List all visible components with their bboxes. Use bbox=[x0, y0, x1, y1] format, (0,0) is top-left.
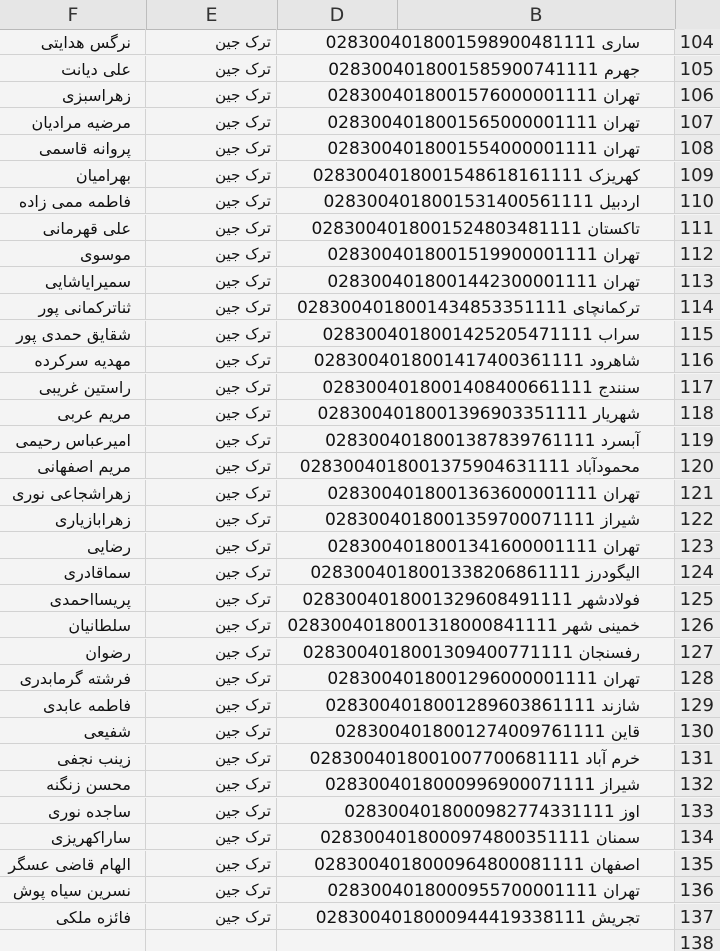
table-row bbox=[0, 904, 720, 931]
city-value: قاین bbox=[610, 722, 640, 741]
e-cell[interactable]: ترک جین bbox=[146, 294, 277, 320]
row-number[interactable]: 104 bbox=[675, 29, 720, 55]
row-number[interactable]: 126 bbox=[675, 612, 720, 638]
row-number[interactable]: 110 bbox=[675, 188, 720, 214]
e-cell[interactable]: ترک جین bbox=[146, 771, 277, 797]
row-number[interactable]: 127 bbox=[675, 639, 720, 665]
code-city-cell[interactable] bbox=[277, 82, 675, 108]
code-city-cell[interactable] bbox=[277, 533, 675, 559]
code-value: 0283004018001548618161111 bbox=[312, 165, 584, 186]
code-value: 0283004018001585900741111 bbox=[328, 59, 599, 80]
code-city-cell[interactable] bbox=[277, 241, 675, 267]
code-value: 0283004018001375904631111 bbox=[299, 457, 571, 477]
table-row bbox=[0, 109, 720, 136]
row-number[interactable]: 137 bbox=[675, 904, 720, 930]
code-value: 0283004018001598900481111 bbox=[325, 33, 597, 53]
city-value: فولادشهر bbox=[578, 589, 640, 609]
table-row bbox=[0, 745, 720, 772]
name-cell[interactable]: راستین غریبی bbox=[0, 374, 146, 400]
code-city-cell[interactable] bbox=[277, 930, 675, 951]
row-number[interactable]: 111 bbox=[675, 215, 720, 241]
row-number[interactable]: 132 bbox=[675, 771, 720, 797]
name-cell[interactable]: پریسااحمدی bbox=[0, 586, 146, 612]
code-city-cell[interactable] bbox=[277, 453, 675, 479]
name-cell[interactable]: فرشته گرمابدری bbox=[0, 665, 146, 691]
column-header-bar bbox=[0, 0, 720, 30]
table-row bbox=[0, 268, 720, 295]
code-value: 0283004018001309400771111 bbox=[302, 642, 574, 663]
table-row bbox=[0, 480, 720, 507]
row-number[interactable]: 115 bbox=[675, 321, 720, 347]
table-row bbox=[0, 400, 720, 427]
table-row bbox=[0, 612, 720, 639]
code-value: 0283004018001338206861111 bbox=[310, 563, 581, 583]
code-city-cell[interactable] bbox=[277, 188, 675, 214]
e-cell[interactable]: ترک جین bbox=[146, 82, 277, 108]
code-value: 0283004018001318000841111 bbox=[287, 616, 558, 636]
code-value: 0283004018000982774331111 bbox=[344, 801, 615, 822]
name-cell[interactable]: محسن زنگنه bbox=[0, 771, 146, 797]
row-number[interactable]: 112 bbox=[675, 241, 720, 267]
code-city-cell[interactable] bbox=[277, 824, 675, 850]
e-cell[interactable]: ترک جین bbox=[146, 400, 277, 426]
name-cell[interactable]: امیرعباس رحیمی bbox=[0, 427, 146, 453]
code-city-cell[interactable] bbox=[277, 798, 675, 824]
city-value: ساری bbox=[601, 33, 640, 52]
code-value: 0283004018001524803481111 bbox=[311, 218, 582, 239]
name-cell[interactable] bbox=[0, 930, 146, 951]
row-number[interactable]: 106 bbox=[675, 82, 720, 108]
code-city-cell[interactable] bbox=[277, 718, 675, 744]
row-number[interactable]: 129 bbox=[675, 692, 720, 718]
table-row bbox=[0, 321, 720, 348]
city-value: تهران bbox=[603, 86, 640, 105]
table-row bbox=[0, 586, 720, 613]
code-value: 0283004018001274009761111 bbox=[335, 722, 606, 742]
city-value: رفسنجان bbox=[578, 642, 640, 662]
row-number[interactable]: 108 bbox=[675, 135, 720, 161]
code-value: 0283004018001341600001111 bbox=[327, 536, 598, 557]
name-cell[interactable]: مریم عربی bbox=[0, 400, 146, 426]
e-cell[interactable]: ترک جین bbox=[146, 188, 277, 214]
name-cell[interactable]: زهراشجاعی نوری bbox=[0, 480, 146, 506]
name-cell[interactable]: زهرابازیاری bbox=[0, 506, 146, 532]
table-row bbox=[0, 718, 720, 745]
row-number[interactable]: 138 bbox=[675, 930, 720, 951]
code-city-cell[interactable] bbox=[277, 56, 675, 82]
table-row bbox=[0, 506, 720, 533]
name-cell[interactable]: شفیعی bbox=[0, 718, 146, 744]
e-cell[interactable]: ترک جین bbox=[146, 480, 277, 506]
name-cell[interactable]: نرگس هدایتی bbox=[0, 29, 146, 55]
row-number[interactable]: 134 bbox=[675, 824, 720, 850]
e-cell[interactable]: ترک جین bbox=[146, 56, 277, 82]
city-value: تهران bbox=[603, 112, 640, 132]
e-cell[interactable]: ترک جین bbox=[146, 374, 277, 400]
code-value: 0283004018000996900071111 bbox=[324, 775, 596, 795]
row-number[interactable]: 119 bbox=[675, 427, 720, 453]
code-value: 0283004018001007700681111 bbox=[309, 748, 580, 769]
e-cell[interactable]: ترک جین bbox=[146, 109, 277, 135]
city-value: کهریزک bbox=[588, 165, 640, 185]
name-cell[interactable]: فائزه ملکی bbox=[0, 904, 146, 930]
code-value: 0283004018001576000001111 bbox=[327, 86, 598, 106]
code-city-cell[interactable] bbox=[277, 851, 675, 877]
name-cell[interactable]: سلطانیان bbox=[0, 612, 146, 638]
e-cell[interactable]: ترک جین bbox=[146, 559, 277, 585]
column-header-d[interactable]: D bbox=[277, 0, 398, 29]
city-value: ترکمانچای bbox=[572, 298, 640, 317]
table-row bbox=[0, 135, 720, 162]
name-cell[interactable]: ساجده نوری bbox=[0, 798, 146, 824]
code-value: 0283004018000964800081111 bbox=[314, 854, 585, 875]
code-value: 0283004018001289603861111 bbox=[325, 695, 596, 716]
table-row bbox=[0, 347, 720, 374]
row-number[interactable]: 122 bbox=[675, 506, 720, 532]
code-value: 0283004018001296000001111 bbox=[327, 669, 598, 689]
code-city-cell[interactable] bbox=[277, 559, 675, 585]
e-cell[interactable]: ترک جین bbox=[146, 877, 277, 903]
table-row bbox=[0, 215, 720, 242]
e-cell[interactable]: ترک جین bbox=[146, 321, 277, 347]
row-number[interactable]: 121 bbox=[675, 480, 720, 506]
row-number[interactable]: 109 bbox=[675, 162, 720, 188]
e-cell[interactable]: ترک جین bbox=[146, 162, 277, 188]
code-city-cell[interactable] bbox=[277, 639, 675, 665]
city-value: تجریش bbox=[591, 907, 640, 927]
city-value: اردبیل bbox=[599, 192, 640, 211]
e-cell[interactable]: ترک جین bbox=[146, 904, 277, 930]
code-value: 0283004018001554000001111 bbox=[327, 139, 598, 159]
e-cell[interactable]: ترک جین bbox=[146, 268, 277, 294]
e-cell[interactable]: ترک جین bbox=[146, 824, 277, 850]
e-cell[interactable]: ترک جین bbox=[146, 612, 277, 638]
row-number[interactable]: 124 bbox=[675, 559, 720, 585]
e-cell[interactable]: ترک جین bbox=[146, 798, 277, 824]
name-cell[interactable]: بهرامیان bbox=[0, 162, 146, 188]
e-cell[interactable]: ترک جین bbox=[146, 427, 277, 453]
name-cell[interactable]: رضوان bbox=[0, 639, 146, 665]
name-cell[interactable]: موسوی bbox=[0, 241, 146, 267]
corner-header bbox=[675, 0, 720, 29]
e-cell[interactable]: ترک جین bbox=[146, 533, 277, 559]
city-value: اوز bbox=[620, 801, 640, 821]
column-header-b[interactable]: B bbox=[397, 0, 676, 29]
code-value: 0283004018001417400361111 bbox=[313, 351, 585, 371]
city-value: محمودآباد bbox=[575, 457, 640, 476]
code-city-cell[interactable] bbox=[277, 692, 675, 718]
code-city-cell[interactable] bbox=[277, 665, 675, 691]
name-cell[interactable]: ساراکهریزی bbox=[0, 824, 146, 850]
city-value: تهران bbox=[603, 881, 640, 900]
code-city-cell[interactable] bbox=[277, 268, 675, 294]
e-cell[interactable]: ترک جین bbox=[146, 692, 277, 718]
row-number[interactable]: 135 bbox=[675, 851, 720, 877]
code-value: 0283004018001408400661111 bbox=[322, 377, 593, 398]
row-number[interactable]: 130 bbox=[675, 718, 720, 744]
table-row bbox=[0, 824, 720, 851]
e-cell[interactable]: ترک جین bbox=[146, 586, 277, 612]
city-value: تهران bbox=[603, 245, 640, 264]
row-number[interactable]: 117 bbox=[675, 374, 720, 400]
code-city-cell[interactable] bbox=[277, 612, 675, 638]
row-number[interactable]: 131 bbox=[675, 745, 720, 771]
row-number[interactable]: 116 bbox=[675, 347, 720, 373]
code-city-cell[interactable] bbox=[277, 135, 675, 161]
city-value: تهران bbox=[603, 271, 640, 291]
code-value: 0283004018001519900001111 bbox=[327, 245, 598, 265]
city-value: آبسرد bbox=[600, 430, 640, 450]
row-number[interactable]: 136 bbox=[675, 877, 720, 903]
code-city-cell[interactable] bbox=[277, 877, 675, 903]
code-city-cell[interactable] bbox=[277, 427, 675, 453]
name-cell[interactable]: پروانه قاسمی bbox=[0, 135, 146, 161]
table-row bbox=[0, 29, 720, 56]
code-value: 0283004018001396903351111 bbox=[317, 404, 588, 424]
table-row bbox=[0, 162, 720, 189]
table-row bbox=[0, 427, 720, 454]
table-row bbox=[0, 533, 720, 560]
name-cell[interactable]: الهام قاضی عسگر bbox=[0, 851, 146, 877]
e-cell[interactable]: ترک جین bbox=[146, 135, 277, 161]
table-row bbox=[0, 56, 720, 83]
code-value: 0283004018001363600001111 bbox=[327, 483, 598, 504]
city-value: تاکستان bbox=[587, 218, 640, 238]
city-value: سنندج bbox=[598, 377, 640, 397]
table-row bbox=[0, 82, 720, 109]
e-cell[interactable]: ترک جین bbox=[146, 215, 277, 241]
table-row bbox=[0, 639, 720, 666]
name-cell[interactable]: مهدیه سرکرده bbox=[0, 347, 146, 373]
row-number[interactable]: 113 bbox=[675, 268, 720, 294]
table-row bbox=[0, 851, 720, 878]
table-row bbox=[0, 294, 720, 321]
code-value: 0283004018000974800351111 bbox=[320, 828, 591, 848]
name-cell[interactable]: زهراسبزی bbox=[0, 82, 146, 108]
city-value: الیگودرز bbox=[586, 563, 640, 582]
code-value: 0283004018001442300001111 bbox=[327, 271, 598, 292]
code-value: 0283004018000955700001111 bbox=[327, 881, 598, 901]
name-cell[interactable]: علی قهرمانی bbox=[0, 215, 146, 241]
code-city-cell[interactable] bbox=[277, 162, 675, 188]
city-value: سمنان bbox=[595, 828, 640, 847]
table-row bbox=[0, 241, 720, 268]
code-value: 0283004018001359700071111 bbox=[324, 510, 596, 530]
row-number[interactable]: 107 bbox=[675, 109, 720, 135]
column-header-e[interactable]: E bbox=[146, 0, 278, 29]
row-number[interactable]: 133 bbox=[675, 798, 720, 824]
table-row bbox=[0, 798, 720, 825]
table-row bbox=[0, 665, 720, 692]
name-cell[interactable]: ثناترکمانی پور bbox=[0, 294, 146, 320]
table-row bbox=[0, 692, 720, 719]
code-value: 0283004018000944419338111 bbox=[315, 907, 587, 928]
table-row bbox=[0, 188, 720, 215]
name-cell[interactable]: مرضیه مرادیان bbox=[0, 109, 146, 135]
e-cell[interactable]: ترک جین bbox=[146, 347, 277, 373]
e-cell[interactable]: ترک جین bbox=[146, 506, 277, 532]
table-row bbox=[0, 877, 720, 904]
name-cell[interactable]: فاطمه ممی زاده bbox=[0, 188, 146, 214]
e-cell[interactable]: ترک جین bbox=[146, 745, 277, 771]
city-value: شاهرود bbox=[589, 351, 640, 370]
e-cell[interactable] bbox=[146, 930, 277, 951]
city-value: خمینی شهر bbox=[563, 616, 640, 635]
code-city-cell[interactable] bbox=[277, 904, 675, 930]
name-cell[interactable]: رضایی bbox=[0, 533, 146, 559]
city-value: اصفهان bbox=[589, 854, 640, 874]
row-number[interactable]: 118 bbox=[675, 400, 720, 426]
code-value: 0283004018001531400561111 bbox=[323, 192, 594, 212]
row-number[interactable]: 120 bbox=[675, 453, 720, 479]
row-number[interactable]: 123 bbox=[675, 533, 720, 559]
e-cell[interactable]: ترک جین bbox=[146, 453, 277, 479]
code-city-cell[interactable] bbox=[277, 109, 675, 135]
code-city-cell[interactable] bbox=[277, 374, 675, 400]
city-value: خرم آباد bbox=[585, 748, 640, 768]
city-value: شیراز bbox=[600, 510, 640, 529]
city-value: جهرم bbox=[604, 59, 640, 79]
row-number[interactable]: 114 bbox=[675, 294, 720, 320]
table-row bbox=[0, 374, 720, 401]
name-cell[interactable]: علی دیانت bbox=[0, 56, 146, 82]
code-city-cell[interactable] bbox=[277, 321, 675, 347]
name-cell[interactable]: سماقادری bbox=[0, 559, 146, 585]
code-value: 0283004018001565000001111 bbox=[327, 112, 598, 133]
e-cell[interactable]: ترک جین bbox=[146, 665, 277, 691]
code-city-cell[interactable] bbox=[277, 480, 675, 506]
city-value: تهران bbox=[603, 139, 640, 158]
name-cell[interactable]: فاطمه عابدی bbox=[0, 692, 146, 718]
e-cell[interactable]: ترک جین bbox=[146, 241, 277, 267]
city-value: شیراز bbox=[600, 775, 640, 794]
table-row bbox=[0, 453, 720, 480]
name-cell[interactable]: سمیرایاشایی bbox=[0, 268, 146, 294]
e-cell[interactable]: ترک جین bbox=[146, 851, 277, 877]
table-row bbox=[0, 771, 720, 798]
table-row bbox=[0, 930, 720, 951]
e-cell[interactable]: ترک جین bbox=[146, 639, 277, 665]
code-city-cell[interactable] bbox=[277, 294, 675, 320]
table-row bbox=[0, 559, 720, 586]
name-cell[interactable]: مریم اصفهانی bbox=[0, 453, 146, 479]
city-value: شهریار bbox=[593, 404, 640, 423]
column-header-f[interactable]: F bbox=[0, 0, 147, 29]
name-cell[interactable]: زینب نجفی bbox=[0, 745, 146, 771]
city-value: تهران bbox=[603, 483, 640, 503]
city-value: سراب bbox=[598, 324, 640, 344]
code-city-cell[interactable] bbox=[277, 347, 675, 373]
row-number[interactable]: 105 bbox=[675, 56, 720, 82]
e-cell[interactable]: ترک جین bbox=[146, 718, 277, 744]
code-city-cell[interactable] bbox=[277, 506, 675, 532]
code-value: 0283004018001329608491111 bbox=[302, 589, 573, 610]
name-cell[interactable]: شقایق حمدی پور bbox=[0, 321, 146, 347]
city-value: تهران bbox=[603, 536, 640, 556]
city-value: تهران bbox=[603, 669, 640, 688]
code-city-cell[interactable] bbox=[277, 745, 675, 771]
row-number[interactable]: 125 bbox=[675, 586, 720, 612]
code-city-cell[interactable] bbox=[277, 29, 675, 55]
code-value: 0283004018001387839761111 bbox=[325, 430, 596, 451]
e-cell[interactable]: ترک جین bbox=[146, 29, 277, 55]
code-city-cell[interactable] bbox=[277, 586, 675, 612]
city-value: شازند bbox=[601, 695, 640, 715]
code-city-cell[interactable] bbox=[277, 215, 675, 241]
row-number[interactable]: 128 bbox=[675, 665, 720, 691]
code-value: 0283004018001434853351111 bbox=[296, 298, 568, 318]
name-cell[interactable]: نسرین سیاه پوش bbox=[0, 877, 146, 903]
code-value: 0283004018001425205471111 bbox=[322, 324, 593, 345]
code-city-cell[interactable] bbox=[277, 400, 675, 426]
code-city-cell[interactable] bbox=[277, 771, 675, 797]
